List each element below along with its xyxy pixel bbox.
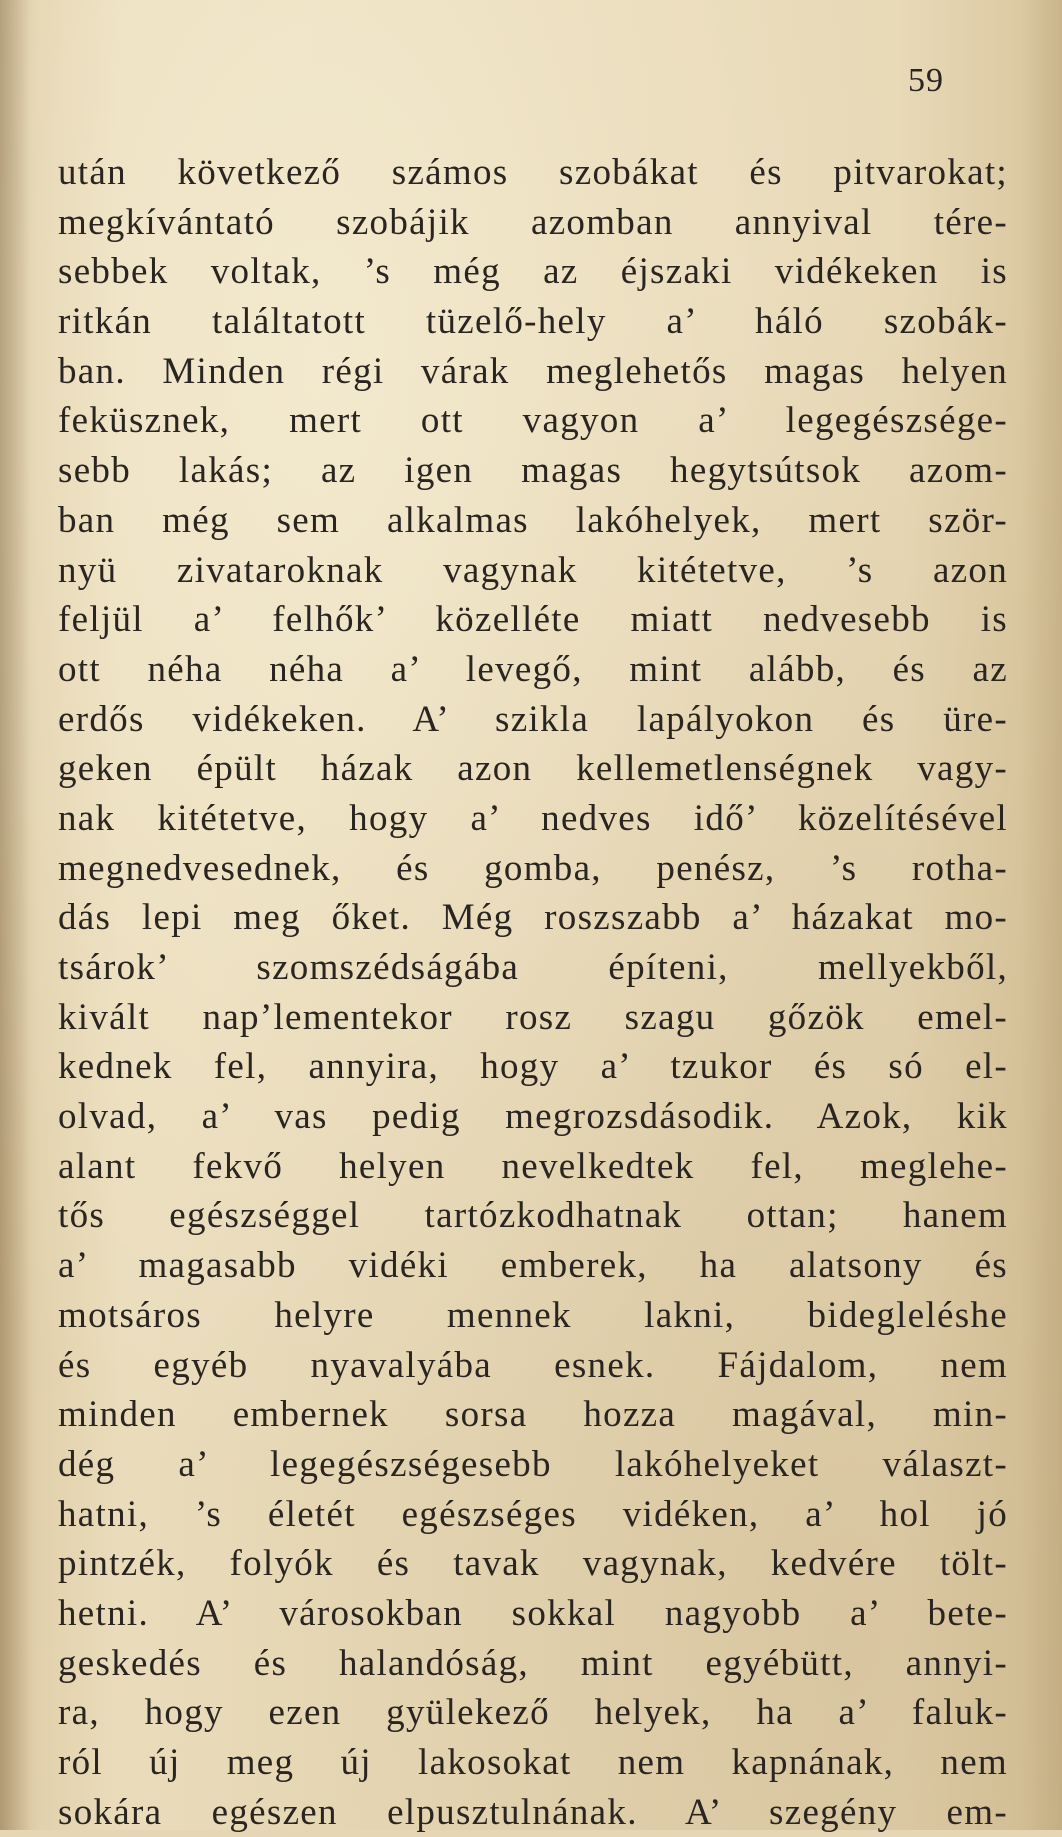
text-line: hatni, ’s életét egészséges vidéken, a’ hol jó [58,1493,1008,1535]
text-line: geskedés és halandóság, mint egyébütt, annyi- [58,1642,1008,1684]
text-line: sebb lakás; az igen magas hegytsútsok azom- [58,450,1008,492]
text-line: hetni. A’ városokban sokkal nagyobb a’ bete- [58,1592,1008,1634]
text-line: a’ magasabb vidéki emberek, ha alatsony és [58,1245,1008,1287]
binding-shadow [0,0,30,1830]
text-line: dég a’ legegészségesebb lakóhelyeket választ- [58,1443,1008,1485]
text-line: feljül a’ felhők’ közelléte miatt nedvesebb is [58,599,1008,641]
text-line: ban még sem alkalmas lakóhelyek, mert ször- [58,499,1008,541]
text-line: nyü zivataroknak vagynak kitétetve, ’s azon [58,549,1008,591]
text-line: sokára egészen elpusztulnának. A’ szegény em- [58,1791,1008,1833]
text-line: ott néha néha a’ levegő, mint alább, és az [58,648,1008,690]
text-line: kednek fel, annyira, hogy a’ tzukor és só el- [58,1046,1008,1088]
text-line: tsárok’ szomszédságába építeni, mellyekből, [58,947,1008,988]
text-line: és egyéb nyavalyába esnek. Fájdalom, nem [58,1344,1008,1386]
text-line: pintzék, folyók és tavak vagynak, kedvére tölt- [58,1543,1008,1585]
text-line: után következő számos szobákat és pitvarokat; [58,152,1008,193]
text-line: kivált nap’lementekor rosz szagu gőzök emel- [58,996,1008,1038]
text-line: motsáros helyre mennek lakni, bidegleléshe [58,1294,1008,1336]
text-line: megnedvesednek, és gomba, penész, ’s rotha- [58,847,1008,889]
text-line: ban. Minden régi várak meglehetős magas helyen [58,350,1008,392]
text-line: ra, hogy ezen gyülekező helyek, ha a’ faluk- [58,1692,1008,1734]
text-line: nak kitétetve, hogy a’ nedves idő’ közelítésével [58,797,1008,839]
page-number: 59 [908,62,944,99]
text-line: erdős vidékeken. A’ szikla lapályokon és üre- [58,698,1008,740]
body-text [58,148,1008,1837]
text-line: olvad, a’ vas pedig megrozsdásodik. Azok, kik [58,1096,1008,1138]
text-line: tős egészséggel tartózkodhatnak ottan; hanem [58,1195,1008,1237]
text-line: alant fekvő helyen nevelkedtek fel, meglehe- [58,1145,1008,1187]
text-line: sebbek voltak, ’s még az éjszaki vidékeken is [58,251,1008,293]
text-line: dás lepi meg őket. Még roszszabb a’ házakat mo- [58,897,1008,939]
text-line: ritkán találtatott tüzelő-hely a’ háló szobák- [58,301,1008,343]
text-line: megkívántató szobájik azomban annyival tére- [58,201,1008,243]
text-line: geken épült házak azon kellemetlenségnek vagy- [58,748,1008,790]
text-line: ról új meg új lakosokat nem kapnának, nem [58,1742,1008,1783]
text-line: feküsznek, mert ott vagyon a’ legegészsége- [58,400,1008,442]
text-line: minden embernek sorsa hozza magával, min- [58,1394,1008,1436]
